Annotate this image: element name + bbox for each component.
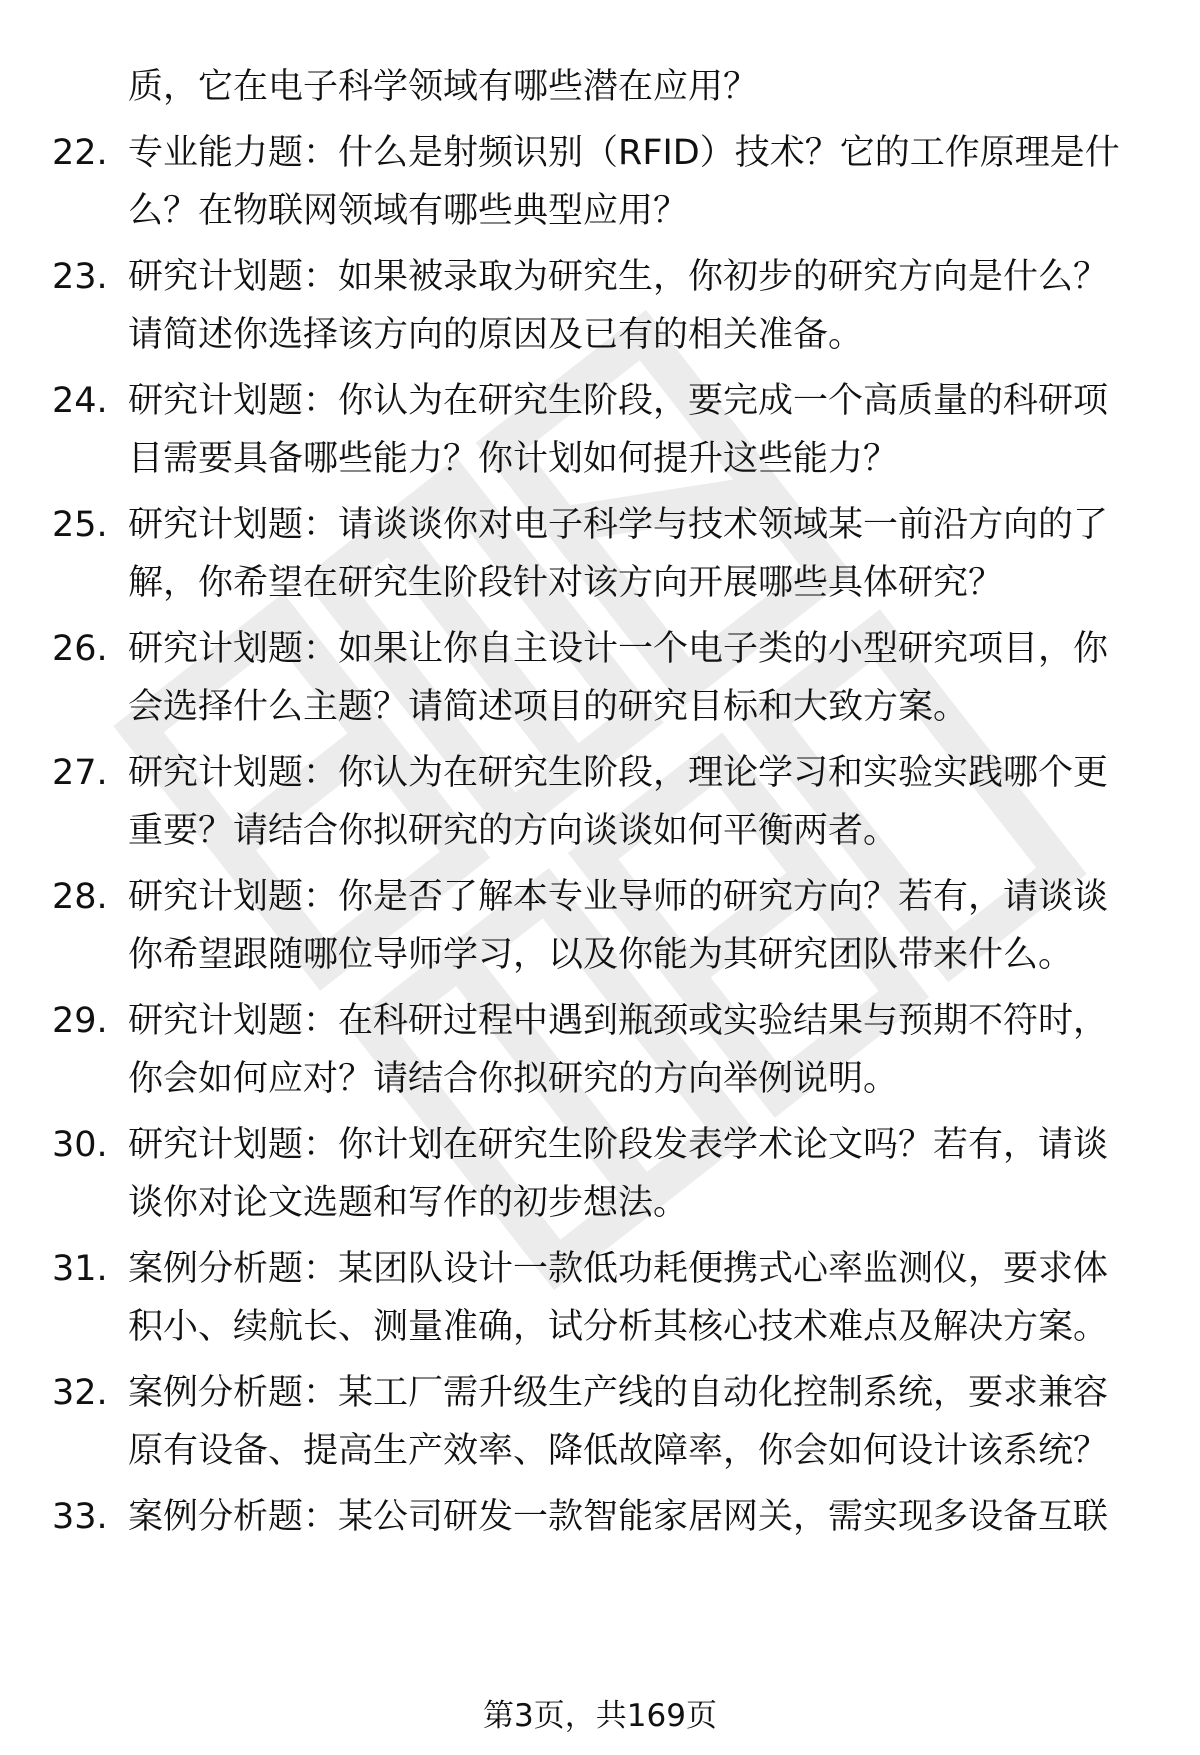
question-text-line-2: 你会如何应对？请结合你拟研究的方向举例说明。: [128, 1059, 899, 1099]
question-text-line-2: 么？在物联网领域有哪些典型应用？: [128, 191, 689, 231]
question-number: 22.: [52, 133, 108, 173]
question-item: [0, 248, 1200, 364]
question-item: [0, 1364, 1200, 1480]
question-number: 29.: [52, 1001, 108, 1041]
question-text-line-1: 案例分析题：某团队设计一款低功耗便携式心率监测仪，要求体: [128, 1249, 1109, 1289]
question-text-line-1: 研究计划题：你认为在研究生阶段，要完成一个高质量的科研项: [128, 381, 1109, 421]
question-text-line-2: 积小、续航长、测量准确，试分析其核心技术难点及解决方案。: [128, 1307, 1109, 1347]
question-text-line-2: 会选择什么主题？请简述项目的研究目标和大致方案。: [128, 687, 969, 727]
question-item: [0, 372, 1200, 488]
question-item: [0, 124, 1200, 240]
question-text-line-1: 研究计划题：在科研过程中遇到瓶颈或实验结果与预期不符时，: [128, 1001, 1109, 1041]
question-item: [0, 992, 1200, 1108]
question-number: 28.: [52, 877, 108, 917]
question-text-line-1: 研究计划题：请谈谈你对电子科学与技术领域某一前沿方向的了: [128, 505, 1109, 545]
question-number: 26.: [52, 629, 108, 669]
question-number: 33.: [52, 1497, 108, 1537]
question-text-line-1: 案例分析题：某公司研发一款智能家居网关，需实现多设备互联: [128, 1497, 1109, 1537]
question-text-line-2: 谈你对论文选题和写作的初步想法。: [128, 1183, 689, 1223]
question-text-line-2: 原有设备、提高生产效率、降低故障率，你会如何设计该系统？: [128, 1431, 1109, 1471]
question-item: [0, 620, 1200, 736]
question-21-continuation: 质，它在电子科学领域有哪些潜在应用？: [128, 67, 759, 107]
page-footer: 第3页，共169页: [483, 1698, 717, 1734]
question-number: 27.: [52, 753, 108, 793]
question-text-line-1: 研究计划题：如果被录取为研究生，你初步的研究方向是什么？: [128, 257, 1109, 297]
question-text-line-2: 你希望跟随哪位导师学习，以及你能为其研究团队带来什么。: [128, 935, 1074, 975]
question-number: 31.: [52, 1249, 108, 1289]
question-item: [0, 1116, 1200, 1232]
question-text-line-2: 解，你希望在研究生阶段针对该方向开展哪些具体研究？: [128, 563, 1004, 603]
question-text-line-1: 研究计划题：你计划在研究生阶段发表学术论文吗？若有，请谈: [128, 1125, 1109, 1165]
question-text-line-1: 案例分析题：某工厂需升级生产线的自动化控制系统，要求兼容: [128, 1373, 1109, 1413]
question-number: 30.: [52, 1125, 108, 1165]
question-item: [0, 1488, 1200, 1546]
question-text-line-2: 请简述你选择该方向的原因及已有的相关准备。: [128, 315, 864, 355]
question-text-line-1: 研究计划题：你认为在研究生阶段，理论学习和实验实践哪个更: [128, 753, 1109, 793]
question-text-line-2: 目需要具备哪些能力？你计划如何提升这些能力？: [128, 439, 899, 479]
question-item: [0, 744, 1200, 860]
question-number: 25.: [52, 505, 108, 545]
question-text-line-1: 研究计划题：如果让你自主设计一个电子类的小型研究项目，你: [128, 629, 1109, 669]
question-text-line-2: 重要？请结合你拟研究的方向谈谈如何平衡两者。: [128, 811, 899, 851]
question-number: 23.: [52, 257, 108, 297]
question-text-line-1: 研究计划题：你是否了解本专业导师的研究方向？若有，请谈谈: [128, 877, 1109, 917]
question-number: 32.: [52, 1373, 108, 1413]
question-item: [0, 868, 1200, 984]
question-item: [0, 496, 1200, 612]
question-text-line-1: 专业能力题：什么是射频识别（RFID）技术？它的工作原理是什: [128, 133, 1120, 173]
question-item: [0, 1240, 1200, 1356]
question-number: 24.: [52, 381, 108, 421]
